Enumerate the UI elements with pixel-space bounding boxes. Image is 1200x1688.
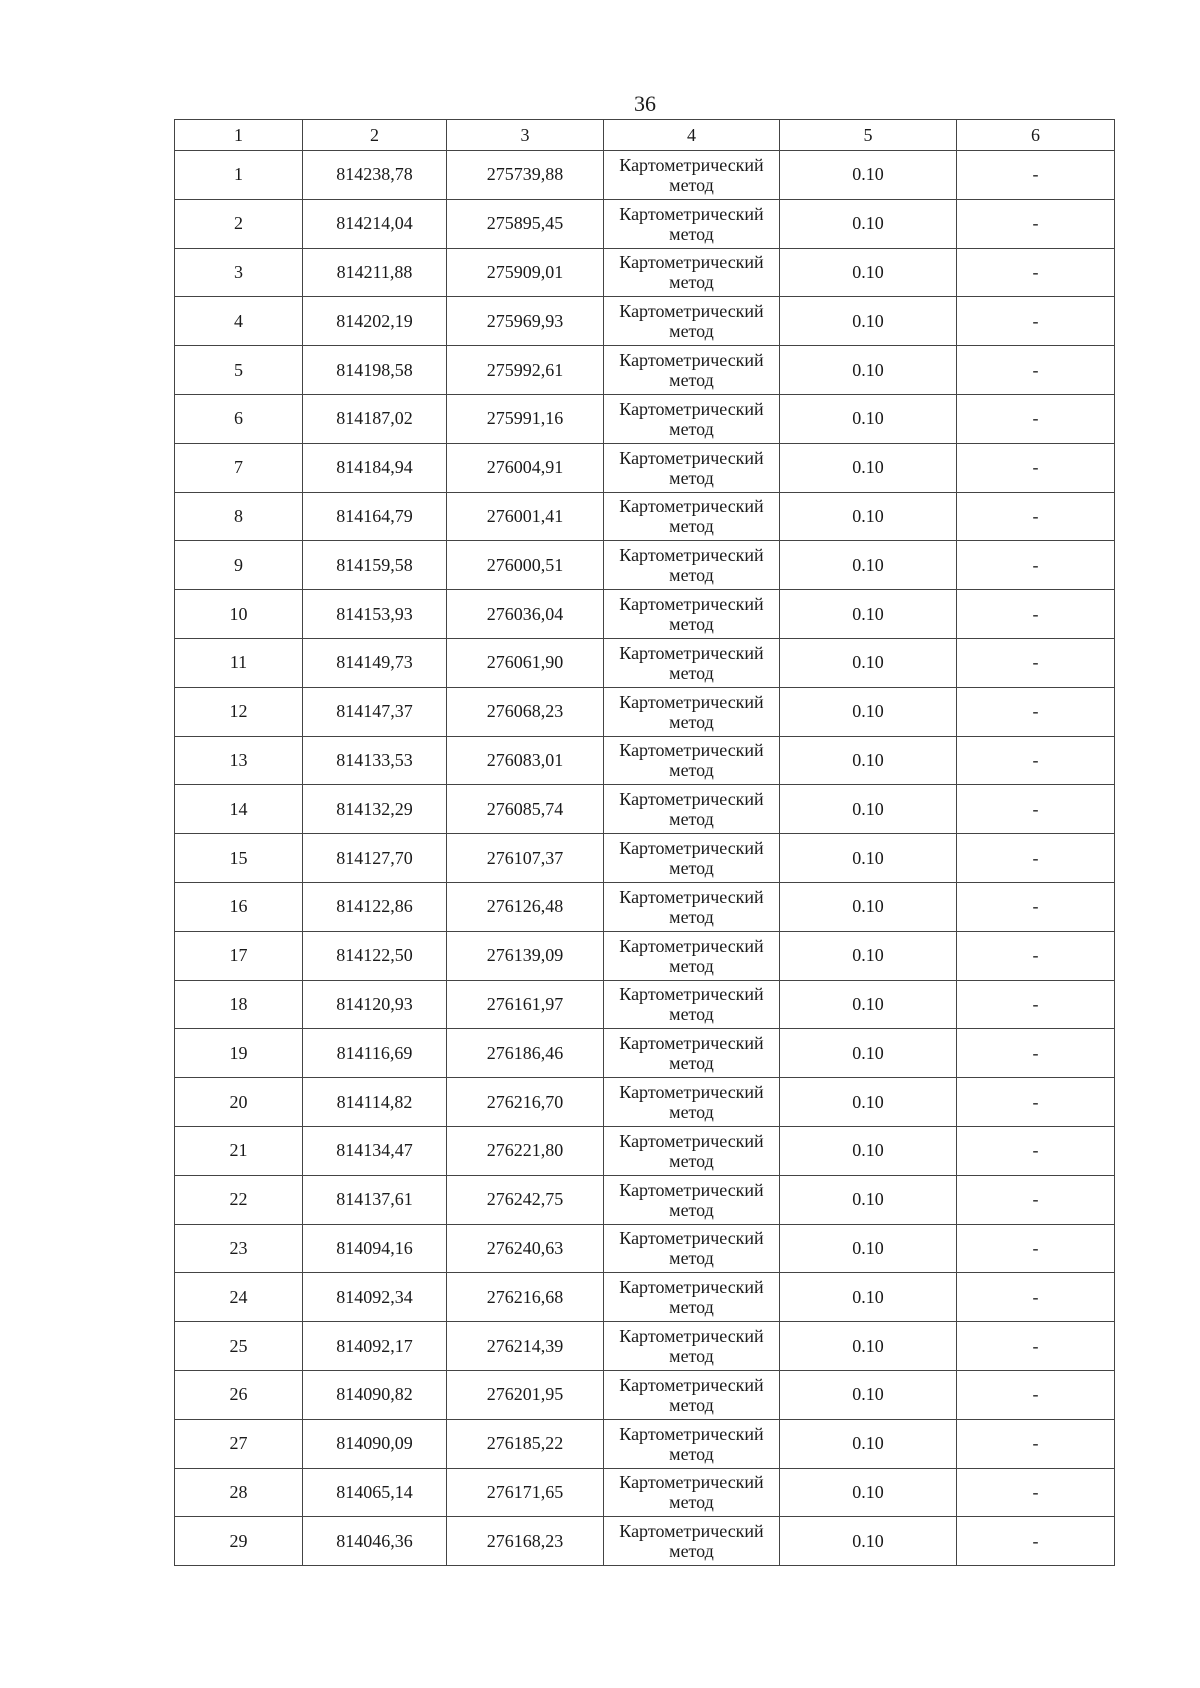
accuracy-cell: 0.10 [780,687,957,736]
x-coordinate-cell: 814090,82 [303,1370,447,1419]
y-coordinate-cell: 276139,09 [447,931,604,980]
method-line-2: метод [669,662,714,683]
description-cell: - [957,1078,1115,1127]
x-coordinate-cell: 814147,37 [303,687,447,736]
point-number-cell: 15 [175,834,303,883]
description-cell: - [957,199,1115,248]
point-number-cell: 27 [175,1419,303,1468]
table-row [175,638,1115,687]
accuracy-cell: 0.10 [780,980,957,1029]
point-number-cell: 10 [175,590,303,639]
point-number-cell: 22 [175,1175,303,1224]
method-line-2: метод [669,272,714,293]
method-line-2: метод [669,174,714,195]
description-cell: - [957,1419,1115,1468]
y-coordinate-cell: 276083,01 [447,736,604,785]
y-coordinate-cell: 276168,23 [447,1517,604,1566]
table-row [175,1175,1115,1224]
point-number-cell: 17 [175,931,303,980]
point-number-cell: 11 [175,638,303,687]
y-coordinate-cell: 276126,48 [447,882,604,931]
description-cell: - [957,785,1115,834]
accuracy-cell: 0.10 [780,443,957,492]
method-line-2: метод [669,1394,714,1415]
description-cell: - [957,1273,1115,1322]
point-number-cell: 8 [175,492,303,541]
method-cell [604,590,780,639]
x-coordinate-cell: 814133,53 [303,736,447,785]
x-coordinate-cell: 814065,14 [303,1468,447,1517]
table-row [175,785,1115,834]
y-coordinate-cell: 276185,22 [447,1419,604,1468]
x-coordinate-cell: 814238,78 [303,151,447,200]
y-coordinate-cell: 275909,01 [447,248,604,297]
x-coordinate-cell: 814092,34 [303,1273,447,1322]
x-coordinate-cell: 814116,69 [303,1029,447,1078]
method-line-2: метод [669,711,714,732]
accuracy-cell: 0.10 [780,834,957,883]
header-cell: 2 [303,120,447,151]
method-line-2: метод [669,1102,714,1123]
method-cell [604,687,780,736]
method-line-1: Картометрический [619,838,764,859]
description-cell: - [957,346,1115,395]
method-cell [604,1419,780,1468]
x-coordinate-cell: 814149,73 [303,638,447,687]
method-line-1: Картометрический [619,252,764,273]
method-line-1: Картометрический [619,545,764,566]
description-cell: - [957,297,1115,346]
header-cell: 4 [604,120,780,151]
accuracy-cell: 0.10 [780,199,957,248]
method-cell [604,1322,780,1371]
method-line-2: метод [669,467,714,488]
method-line-1: Картометрический [619,984,764,1005]
y-coordinate-cell: 276171,65 [447,1468,604,1517]
header-cell: 5 [780,120,957,151]
method-line-1: Картометрический [619,1033,764,1054]
point-number-cell: 14 [175,785,303,834]
method-cell [604,931,780,980]
point-number-cell: 24 [175,1273,303,1322]
accuracy-cell: 0.10 [780,346,957,395]
point-number-cell: 12 [175,687,303,736]
y-coordinate-cell: 276061,90 [447,638,604,687]
page-number: 36 [634,91,656,116]
description-cell: - [957,1517,1115,1566]
table-row [175,1029,1115,1078]
x-coordinate-cell: 814094,16 [303,1224,447,1273]
method-line-1: Картометрический [619,594,764,615]
description-cell: - [957,541,1115,590]
method-line-2: метод [669,809,714,830]
method-cell [604,394,780,443]
method-line-1: Картометрический [619,1374,764,1395]
y-coordinate-cell: 276000,51 [447,541,604,590]
table-row [175,394,1115,443]
method-line-1: Картометрический [619,691,764,712]
accuracy-cell: 0.10 [780,931,957,980]
accuracy-cell: 0.10 [780,590,957,639]
method-line-2: метод [669,1004,714,1025]
method-cell [604,492,780,541]
table-row [175,492,1115,541]
table-row [175,1322,1115,1371]
point-number-cell: 2 [175,199,303,248]
accuracy-cell: 0.10 [780,1419,957,1468]
method-cell [604,248,780,297]
x-coordinate-cell: 814122,86 [303,882,447,931]
table-row [175,980,1115,1029]
table-row [175,1224,1115,1273]
accuracy-cell: 0.10 [780,1126,957,1175]
point-number-cell: 6 [175,394,303,443]
x-coordinate-cell: 814187,02 [303,394,447,443]
header-row [175,120,1115,151]
method-line-2: метод [669,1199,714,1220]
method-cell [604,1175,780,1224]
method-line-2: метод [669,1541,714,1562]
description-cell: - [957,151,1115,200]
method-line-2: метод [669,1346,714,1367]
point-number-cell: 4 [175,297,303,346]
x-coordinate-cell: 814159,58 [303,541,447,590]
point-number-cell: 9 [175,541,303,590]
accuracy-cell: 0.10 [780,785,957,834]
method-line-1: Картометрический [619,1472,764,1493]
x-coordinate-cell: 814214,04 [303,199,447,248]
table-row [175,1273,1115,1322]
method-cell [604,980,780,1029]
point-number-cell: 23 [175,1224,303,1273]
table-row [175,297,1115,346]
method-cell [604,1029,780,1078]
method-line-1: Картометрический [619,350,764,371]
coordinates-table [174,119,1115,1566]
table-row [175,1126,1115,1175]
method-cell [604,199,780,248]
point-number-cell: 16 [175,882,303,931]
method-cell [604,638,780,687]
point-number-cell: 1 [175,151,303,200]
description-cell: - [957,736,1115,785]
table-row [175,443,1115,492]
method-line-1: Картометрический [619,398,764,419]
point-number-cell: 7 [175,443,303,492]
description-cell: - [957,882,1115,931]
accuracy-cell: 0.10 [780,1224,957,1273]
point-number-cell: 28 [175,1468,303,1517]
point-number-cell: 25 [175,1322,303,1371]
method-line-2: метод [669,1443,714,1464]
description-cell: - [957,394,1115,443]
description-cell: - [957,492,1115,541]
method-line-1: Картометрический [619,1277,764,1298]
method-cell [604,736,780,785]
method-line-1: Картометрический [619,935,764,956]
y-coordinate-cell: 276001,41 [447,492,604,541]
accuracy-cell: 0.10 [780,492,957,541]
method-line-1: Картометрический [619,496,764,517]
y-coordinate-cell: 276107,37 [447,834,604,883]
x-coordinate-cell: 814137,61 [303,1175,447,1224]
accuracy-cell: 0.10 [780,394,957,443]
y-coordinate-cell: 276161,97 [447,980,604,1029]
method-cell [604,1468,780,1517]
method-cell [604,1224,780,1273]
y-coordinate-cell: 276240,63 [447,1224,604,1273]
x-coordinate-cell: 814114,82 [303,1078,447,1127]
method-cell [604,541,780,590]
x-coordinate-cell: 814211,88 [303,248,447,297]
table-row [175,248,1115,297]
y-coordinate-cell: 276221,80 [447,1126,604,1175]
method-line-2: метод [669,1492,714,1513]
accuracy-cell: 0.10 [780,1078,957,1127]
method-line-1: Картометрический [619,789,764,810]
method-line-2: метод [669,370,714,391]
y-coordinate-cell: 275895,45 [447,199,604,248]
method-line-1: Картометрический [619,1326,764,1347]
accuracy-cell: 0.10 [780,1273,957,1322]
description-cell: - [957,1029,1115,1078]
description-cell: - [957,1126,1115,1175]
method-line-2: метод [669,614,714,635]
method-line-1: Картометрический [619,740,764,761]
method-line-1: Картометрический [619,447,764,468]
method-line-1: Картометрический [619,1228,764,1249]
point-number-cell: 21 [175,1126,303,1175]
description-cell: - [957,1370,1115,1419]
method-line-2: метод [669,223,714,244]
method-cell [604,1126,780,1175]
method-cell [604,346,780,395]
y-coordinate-cell: 276201,95 [447,1370,604,1419]
table-row [175,687,1115,736]
x-coordinate-cell: 814090,09 [303,1419,447,1468]
y-coordinate-cell: 275991,16 [447,394,604,443]
method-cell [604,1273,780,1322]
x-coordinate-cell: 814153,93 [303,590,447,639]
accuracy-cell: 0.10 [780,882,957,931]
method-cell [604,151,780,200]
y-coordinate-cell: 276186,46 [447,1029,604,1078]
accuracy-cell: 0.10 [780,1175,957,1224]
description-cell: - [957,638,1115,687]
y-coordinate-cell: 276068,23 [447,687,604,736]
table-row [175,541,1115,590]
table-row [175,199,1115,248]
x-coordinate-cell: 814198,58 [303,346,447,395]
table-row [175,1370,1115,1419]
header-cell: 1 [175,120,303,151]
description-cell: - [957,443,1115,492]
x-coordinate-cell: 814120,93 [303,980,447,1029]
x-coordinate-cell: 814046,36 [303,1517,447,1566]
y-coordinate-cell: 276216,68 [447,1273,604,1322]
x-coordinate-cell: 814164,79 [303,492,447,541]
description-cell: - [957,590,1115,639]
table-row [175,882,1115,931]
table-row [175,736,1115,785]
accuracy-cell: 0.10 [780,248,957,297]
description-cell: - [957,1468,1115,1517]
y-coordinate-cell: 276214,39 [447,1322,604,1371]
y-coordinate-cell: 276036,04 [447,590,604,639]
table-row [175,346,1115,395]
x-coordinate-cell: 814132,29 [303,785,447,834]
table-row [175,1419,1115,1468]
method-cell [604,834,780,883]
description-cell: - [957,834,1115,883]
method-cell [604,1078,780,1127]
y-coordinate-cell: 276004,91 [447,443,604,492]
method-line-2: метод [669,1248,714,1269]
x-coordinate-cell: 814184,94 [303,443,447,492]
point-number-cell: 18 [175,980,303,1029]
method-line-2: метод [669,516,714,537]
point-number-cell: 3 [175,248,303,297]
method-line-1: Картометрический [619,1179,764,1200]
x-coordinate-cell: 814127,70 [303,834,447,883]
method-line-1: Картометрический [619,642,764,663]
y-coordinate-cell: 275969,93 [447,297,604,346]
header-cell: 3 [447,120,604,151]
description-cell: - [957,248,1115,297]
x-coordinate-cell: 814092,17 [303,1322,447,1371]
y-coordinate-cell: 276216,70 [447,1078,604,1127]
method-line-2: метод [669,321,714,342]
accuracy-cell: 0.10 [780,541,957,590]
method-line-2: метод [669,858,714,879]
accuracy-cell: 0.10 [780,1517,957,1566]
accuracy-cell: 0.10 [780,151,957,200]
table-row [175,590,1115,639]
x-coordinate-cell: 814134,47 [303,1126,447,1175]
method-line-2: метод [669,565,714,586]
accuracy-cell: 0.10 [780,297,957,346]
method-cell [604,1517,780,1566]
method-line-1: Картометрический [619,301,764,322]
table-row [175,1468,1115,1517]
accuracy-cell: 0.10 [780,1029,957,1078]
method-line-2: метод [669,418,714,439]
y-coordinate-cell: 275739,88 [447,151,604,200]
accuracy-cell: 0.10 [780,638,957,687]
table-row [175,834,1115,883]
method-line-1: Картометрический [619,154,764,175]
table-row [175,931,1115,980]
method-line-1: Картометрический [619,1082,764,1103]
accuracy-cell: 0.10 [780,1322,957,1371]
point-number-cell: 26 [175,1370,303,1419]
table-row [175,1078,1115,1127]
table-row [175,151,1115,200]
method-cell [604,297,780,346]
header-cell: 6 [957,120,1115,151]
method-line-2: метод [669,760,714,781]
method-line-1: Картометрический [619,1521,764,1542]
method-line-1: Картометрический [619,1423,764,1444]
method-cell [604,785,780,834]
method-line-1: Картометрический [619,203,764,224]
method-line-2: метод [669,1150,714,1171]
y-coordinate-cell: 276085,74 [447,785,604,834]
method-cell [604,1370,780,1419]
point-number-cell: 13 [175,736,303,785]
method-cell [604,443,780,492]
description-cell: - [957,1322,1115,1371]
method-line-2: метод [669,1297,714,1318]
point-number-cell: 20 [175,1078,303,1127]
accuracy-cell: 0.10 [780,736,957,785]
point-number-cell: 19 [175,1029,303,1078]
method-line-2: метод [669,955,714,976]
x-coordinate-cell: 814122,50 [303,931,447,980]
method-line-1: Картометрический [619,1130,764,1151]
description-cell: - [957,980,1115,1029]
table-row [175,1517,1115,1566]
method-line-2: метод [669,906,714,927]
description-cell: - [957,687,1115,736]
accuracy-cell: 0.10 [780,1370,957,1419]
method-line-1: Картометрический [619,886,764,907]
x-coordinate-cell: 814202,19 [303,297,447,346]
description-cell: - [957,931,1115,980]
method-cell [604,882,780,931]
description-cell: - [957,1224,1115,1273]
point-number-cell: 5 [175,346,303,395]
point-number-cell: 29 [175,1517,303,1566]
description-cell: - [957,1175,1115,1224]
y-coordinate-cell: 275992,61 [447,346,604,395]
y-coordinate-cell: 276242,75 [447,1175,604,1224]
accuracy-cell: 0.10 [780,1468,957,1517]
method-line-2: метод [669,1053,714,1074]
